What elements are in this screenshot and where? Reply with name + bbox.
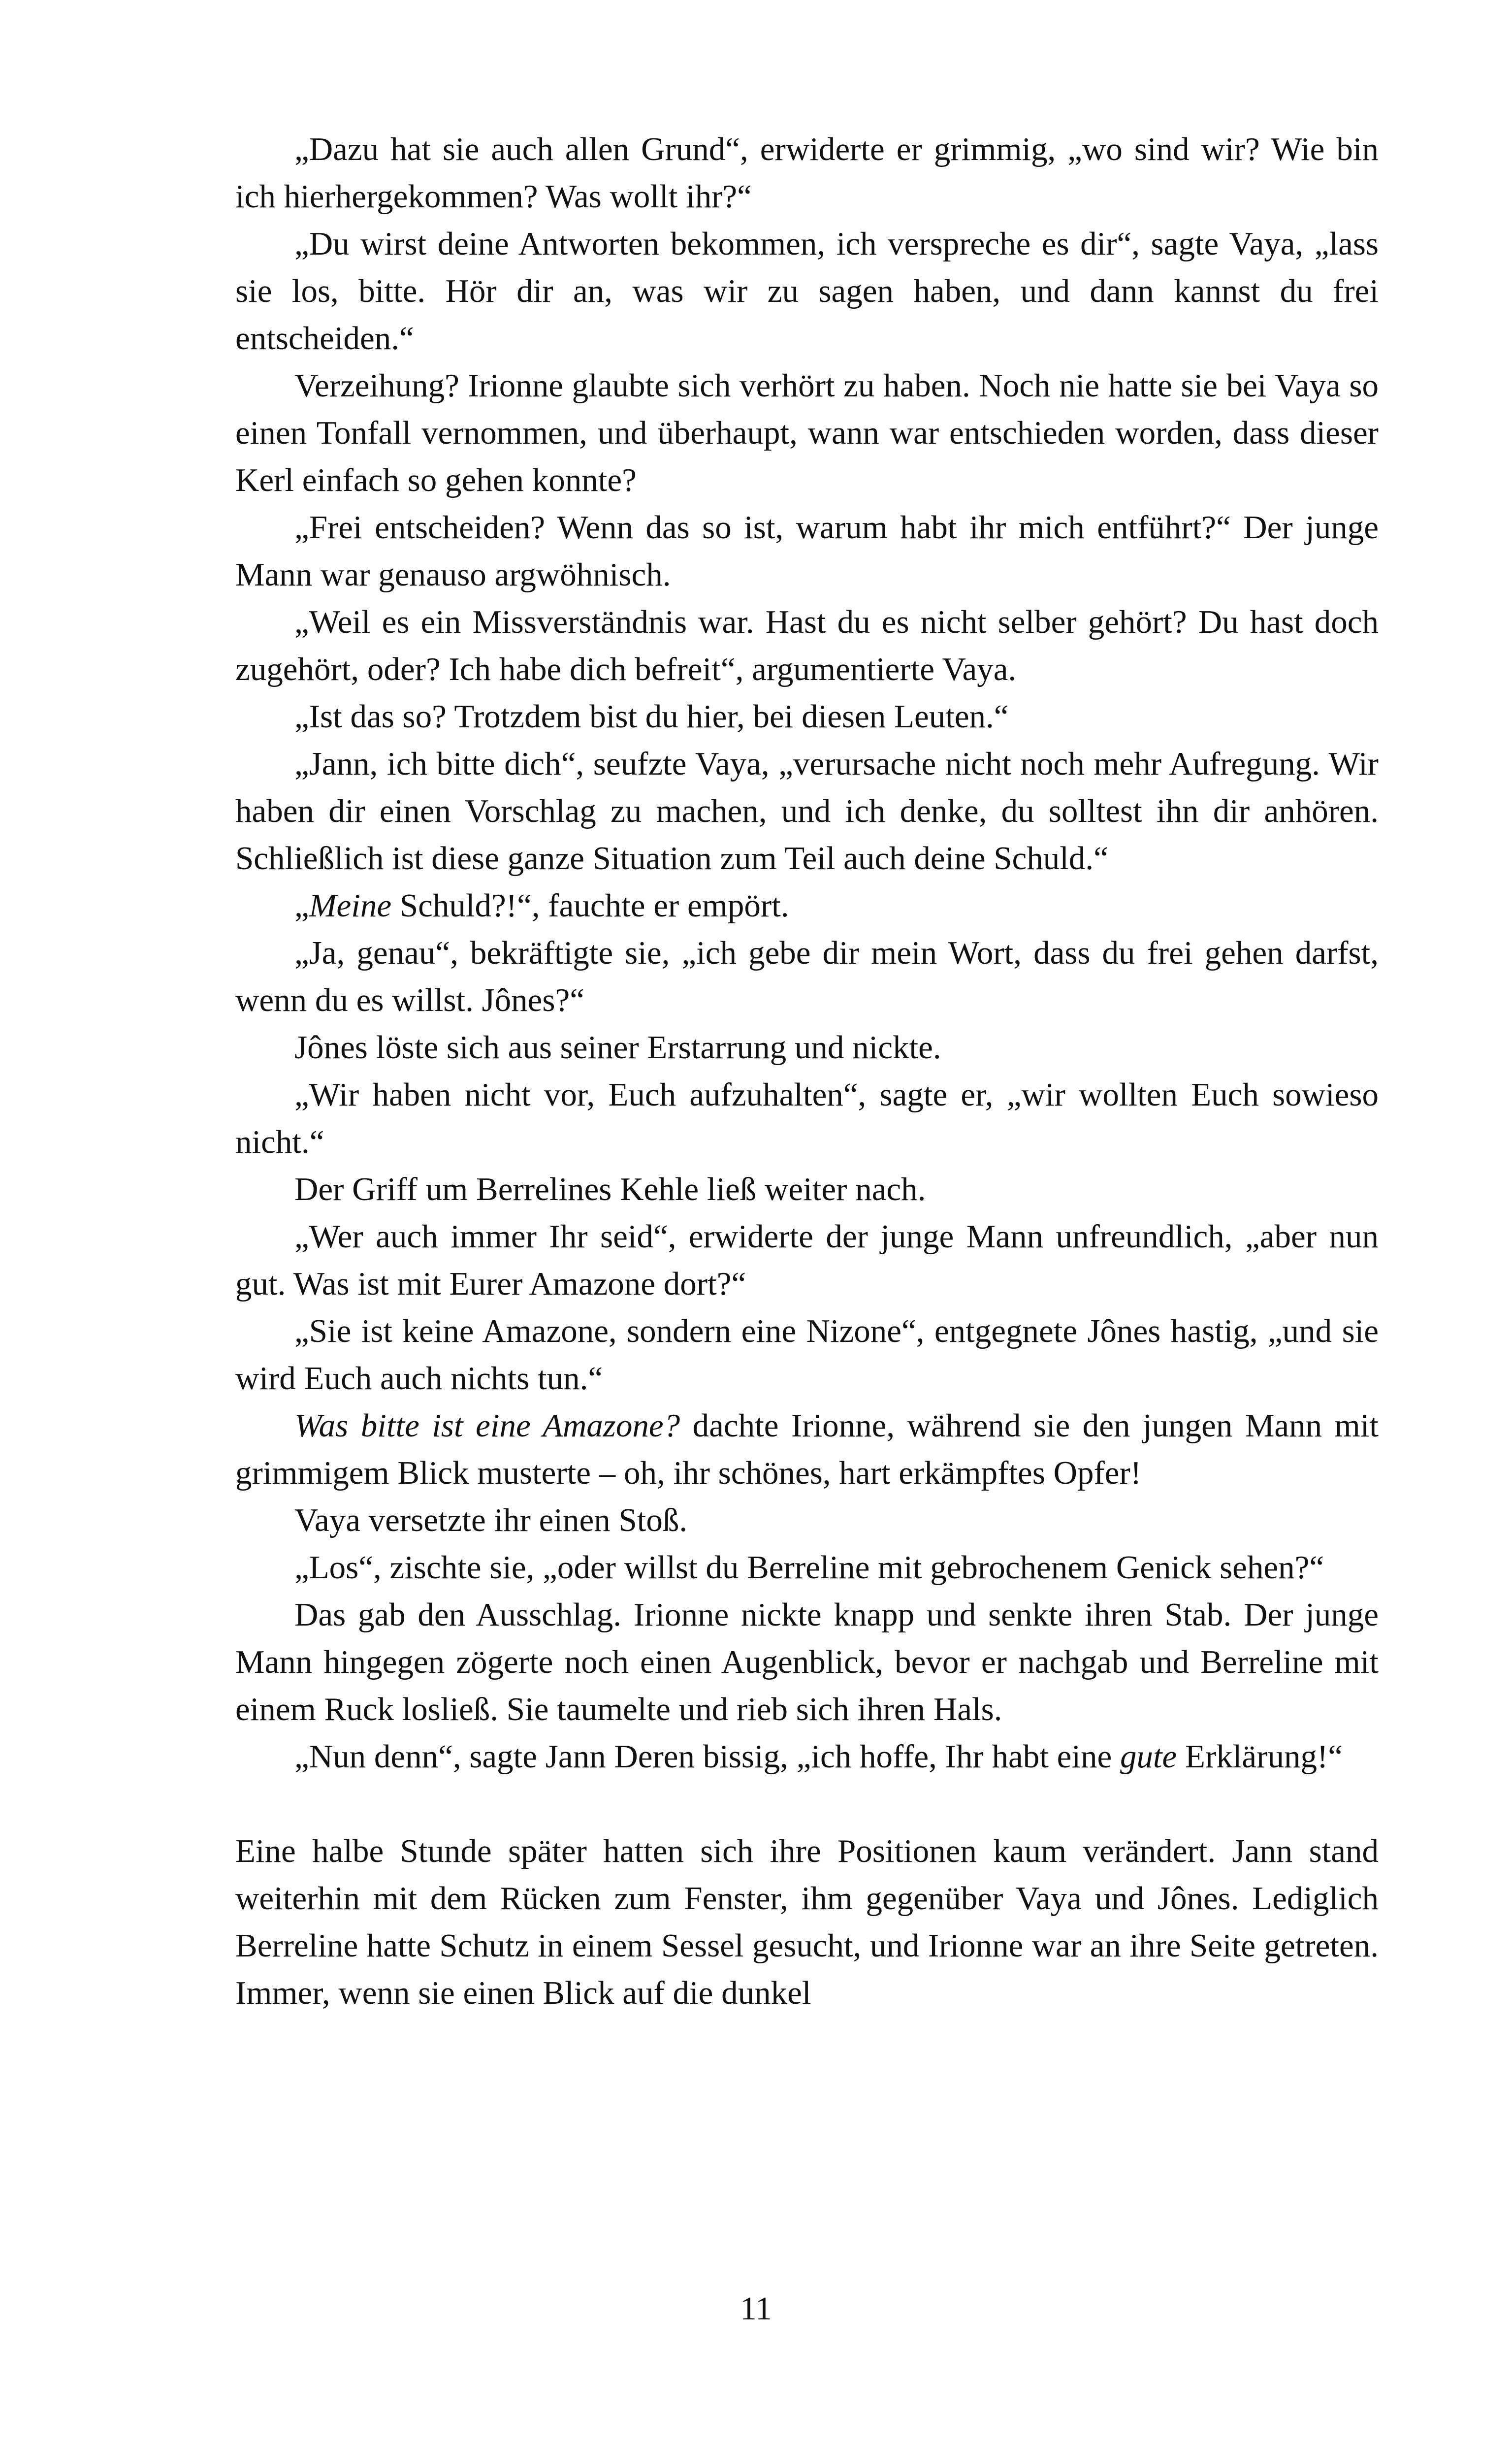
paragraph (235, 598, 1379, 693)
text-run: „Du wirst deine Antworten bekommen, ich verspreche es dir“, sagte Vaya, „lass sie los, bitte. Hör dir an, was wir zu sagen haben, und dann kannst du frei entscheiden.“ (235, 226, 1379, 357)
paragraph (235, 1591, 1379, 1733)
text-run: „Jann, ich bitte dich“, seufzte Vaya, „verursache nicht noch mehr Aufregung. Wir haben dir einen Vorschlag zu machen, und ich denke, du solltest ihn dir anhören. Schließlich ist diese ganze Situation zum Teil auch deine Schuld.“ (235, 746, 1379, 877)
paragraph (235, 882, 1379, 929)
paragraph (235, 126, 1379, 220)
paragraph (235, 504, 1379, 598)
paragraph (235, 362, 1379, 504)
paragraph (235, 1733, 1379, 1780)
text-run: Eine halbe Stunde später hatten sich ihre Positionen kaum verändert. Jann stand weiterhin mit dem Rücken zum Fenster, ihm gegenüber Vaya und Jônes. Lediglich Berreline hatte Schutz in einem Sessel gesucht, und Irionne war an ihre Seite getreten. Immer, wenn sie einen Blick auf die dunkel (235, 1833, 1379, 2011)
text-run: „Weil es ein Missverständnis war. Hast du es nicht selber gehört? Du hast doch zugehört, oder? Ich habe dich befreit“, argumentierte Vaya. (235, 604, 1379, 687)
paragraph (235, 1071, 1379, 1166)
text-run: Schuld?!“, fauchte er empört. (391, 887, 789, 924)
page-number: 11 (740, 2290, 772, 2327)
text-run: „Los“, zischte sie, „oder willst du Berreline mit gebrochenem Genick sehen?“ (294, 1549, 1324, 1586)
paragraph (235, 1497, 1379, 1544)
paragraph (235, 1213, 1379, 1307)
text-run: „Wer auch immer Ihr seid“, erwiderte der junge Mann unfreundlich, „aber nun gut. Was ist mit Eurer Amazone dort?“ (235, 1218, 1379, 1302)
text-run: Das gab den Ausschlag. Irionne nickte knapp und senkte ihren Stab. Der junge Mann hingegen zögerte noch einen Augenblick, bevor er nachgab und Berreline mit einem Ruck losließ. Sie taumelte und rieb sich ihren Hals. (235, 1596, 1379, 1727)
text-run: „Dazu hat sie auch allen Grund“, erwiderte er grimmig, „wo sind wir? Wie bin ich hierhergekommen? Was wollt ihr?“ (235, 131, 1379, 215)
text-run: Verzeihung? Irionne glaubte sich verhört zu haben. Noch nie hatte sie bei Vaya so einen Tonfall vernommen, und überhaupt, wann war entschieden worden, dass dieser Kerl einfach so gehen konnte? (235, 367, 1379, 498)
italic-text: Was bitte ist eine Amazone? (294, 1407, 680, 1444)
text-run: Der Griff um Berrelines Kehle ließ weiter nach. (294, 1171, 926, 1207)
text-run: Vaya versetzte ihr einen Stoß. (294, 1502, 688, 1538)
text-run: „Frei entscheiden? Wenn das so ist, warum habt ihr mich entführt?“ Der junge Mann war genauso argwöhnisch. (235, 509, 1379, 593)
italic-text: gute (1120, 1738, 1177, 1775)
text-run: Erklärung!“ (1177, 1738, 1343, 1775)
paragraph (235, 1402, 1379, 1497)
text-run: „ (294, 887, 309, 924)
text-run: „Ja, genau“, bekräftigte sie, „ich gebe dir mein Wort, dass du frei gehen darfst, wenn du es willst. Jônes?“ (235, 935, 1379, 1018)
text-run: „Ist das so? Trotzdem bist du hier, bei diesen Leuten.“ (294, 698, 1009, 735)
text-run: dachte Irionne, während sie den jungen Mann mit grimmigem Blick musterte – oh, ihr schönes, hart erkämpftes Opfer! (235, 1407, 1379, 1491)
paragraph (235, 740, 1379, 882)
paragraph (235, 693, 1379, 740)
text-run: „Nun denn“, sagte Jann Deren bissig, „ich hoffe, Ihr habt eine (294, 1738, 1120, 1775)
paragraph (235, 1827, 1379, 2017)
paragraph (235, 929, 1379, 1024)
italic-text: Meine (309, 887, 392, 924)
body-text (235, 126, 1379, 2017)
paragraph (235, 1166, 1379, 1213)
text-run: Jônes löste sich aus seiner Erstarrung und nickte. (294, 1029, 941, 1066)
text-run: „Wir haben nicht vor, Euch aufzuhalten“, sagte er, „wir wollten Euch sowieso nicht.“ (235, 1076, 1379, 1160)
paragraph (235, 1307, 1379, 1402)
paragraph (235, 1024, 1379, 1071)
paragraph (235, 220, 1379, 362)
paragraph (235, 1544, 1379, 1591)
text-run: „Sie ist keine Amazone, sondern eine Nizone“, entgegnete Jônes hastig, „und sie wird Euch auch nichts tun.“ (235, 1313, 1379, 1397)
